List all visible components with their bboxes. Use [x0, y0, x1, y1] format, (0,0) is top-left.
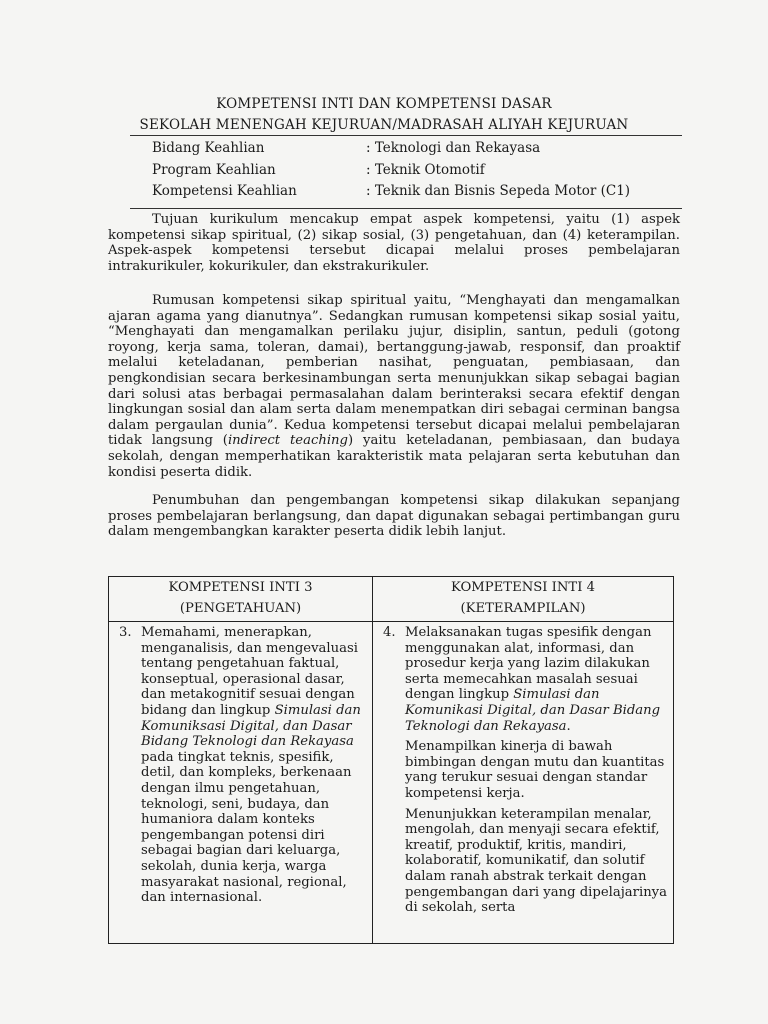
paragraph-text: Rumusan kompetensi sikap spiritual yaitu, “Menghayati dan mengamalkan ajaran agama yang dianutnya”. Sedangkan rumusan kompetensi sikap sosial yaitu, “Menghayati dan mengamalkan perilaku jujur, disiplin, santun, peduli (gotong royong, kerja sama, toleran, damai), bertanggung-jawab, responsif, dan proaktif melalui keteladanan, pemberian nasihat, penguatan, pembiasaan, dan pengkondisian secara berkesinambungan serta menunjukkan sikap sebagai bagian dari solusi atas berbagai permasalahan dalam berinteraksi secara efektif dengan lingkungan sosial dan alam serta dalam menempatkan diri sebagai cerminan bangsa dalam pergaulan dunia”. Kedua kompetensi tersebut dicapai melalui pembelajaran tidak langsung ( — [108, 293, 680, 449]
paragraph-text: ) yaitu keteladanan, pembiasaan, dan budaya sekolah, dengan memperhatikan karakteristik mata pelajaran serta kebutuhan dan kondisi peserta didik. — [108, 433, 680, 480]
info-value: : Teknologi dan Rekayasa — [366, 140, 541, 156]
info-value: : Teknik dan Bisnis Sepeda Motor (C1) — [366, 183, 631, 199]
ki3-text-part: pada tingkat teknis, spesifik, detil, dan kompleks, berkenaan dengan ilmu pengetahuan, teknologi, seni, budaya, dan humaniora dalam konteks pengembangan potensi diri sebagai bagian dari keluarga, sekolah, dunia kerja, warga masyarakat nasional, regional, dan internasional. — [141, 749, 352, 906]
ki3-text-part: Memahami, menerapkan, menganalisis, dan mengevaluasi tentang pengetahuan faktual, konseptual, operasional dasar, dan metakognitif sesuai dengan bidang dan lingkup — [141, 625, 358, 718]
ki4-text-part: . — [566, 718, 571, 734]
paragraph-emphasis: indirect teaching — [227, 433, 348, 449]
header-ki4-subtitle: (KETERAMPILAN) — [460, 601, 586, 616]
info-label: Program Keahlian — [152, 162, 276, 178]
header-ki4-title: KOMPETENSI INTI 4 — [450, 580, 596, 595]
ki4-paragraph-2: Menampilkan kinerja di bawah bimbingan dengan mutu dan kuantitas yang terukur sesuai dengan standar kompetensi kerja. — [405, 739, 665, 801]
ki4-paragraph-1 — [405, 625, 667, 734]
info-label: Kompetensi Keahlian — [152, 183, 297, 199]
item-number: 3. — [119, 625, 132, 640]
paragraph-rumusan — [108, 293, 680, 480]
ki3-text-emphasis: Simulasi dan Komuniksasi Digital, dan Dasar Bidang Teknologi dan Rekayasa — [141, 702, 361, 750]
header-ki3-title: KOMPETENSI INTI 3 — [168, 580, 313, 595]
table-header-row — [109, 577, 674, 622]
header-ki3 — [109, 577, 373, 622]
info-label: Bidang Keahlian — [152, 140, 265, 156]
cell-ki4 — [373, 622, 674, 944]
document-title: KOMPETENSI INTI DAN KOMPETENSI DASAR — [216, 96, 552, 112]
ki4-paragraph-3: Menunjukkan keterampilan menalar, mengolah, dan menyaji secara efektif, kreatif, produktif, kritis, mandiri, kolaboratif, komunikatif, dan solutif dalam ranah abstrak terkait dengan pengembangan dari yang dipelajarinya di sekolah, serta — [405, 806, 667, 916]
ki4-text-emphasis: Simulasi dan Komunikasi Digital, dan Dasar Bidang Teknologi dan Rekayasa — [405, 687, 661, 734]
item-number: 4. — [383, 625, 396, 640]
top-divider — [130, 135, 682, 136]
cell-ki3 — [109, 622, 373, 944]
header-ki3-subtitle: (PENGETAHUAN) — [179, 601, 302, 616]
info-value: : Teknik Otomotif — [366, 162, 485, 178]
ki3-text — [141, 625, 366, 906]
paragraph-tujuan: Tujuan kurikulum mencakup empat aspek kompetensi, yaitu (1) aspek kompetensi sikap spiritual, (2) sikap sosial, (3) pengetahuan, dan (4) keterampilan. Aspek-aspek kompetensi tersebut dicapai melalui proses pembelajaran intrakurikuler, kokurikuler, dan ekstrakurikuler. — [108, 212, 680, 274]
ki4-text-part: Melaksanakan tugas spesifik dengan menggunakan alat, informasi, dan prosedur kerja yang lazim dilakukan serta memecahkan masalah sesuai dengan lingkup — [405, 625, 652, 703]
table-row — [109, 622, 674, 944]
header-ki4 — [373, 577, 674, 622]
competency-table — [108, 576, 674, 944]
paragraph-penumbuhan: Penumbuhan dan pengembangan kompetensi sikap dilakukan sepanjang proses pembelajaran berlangsung, dan dapat digunakan sebagai pertimbangan guru dalam mengembangkan karakter peserta didik lebih lanjut. — [108, 493, 680, 540]
info-divider — [130, 208, 682, 209]
document-subtitle: SEKOLAH MENENGAH KEJURUAN/MADRASAH ALIYAH KEJURUAN — [139, 117, 629, 133]
